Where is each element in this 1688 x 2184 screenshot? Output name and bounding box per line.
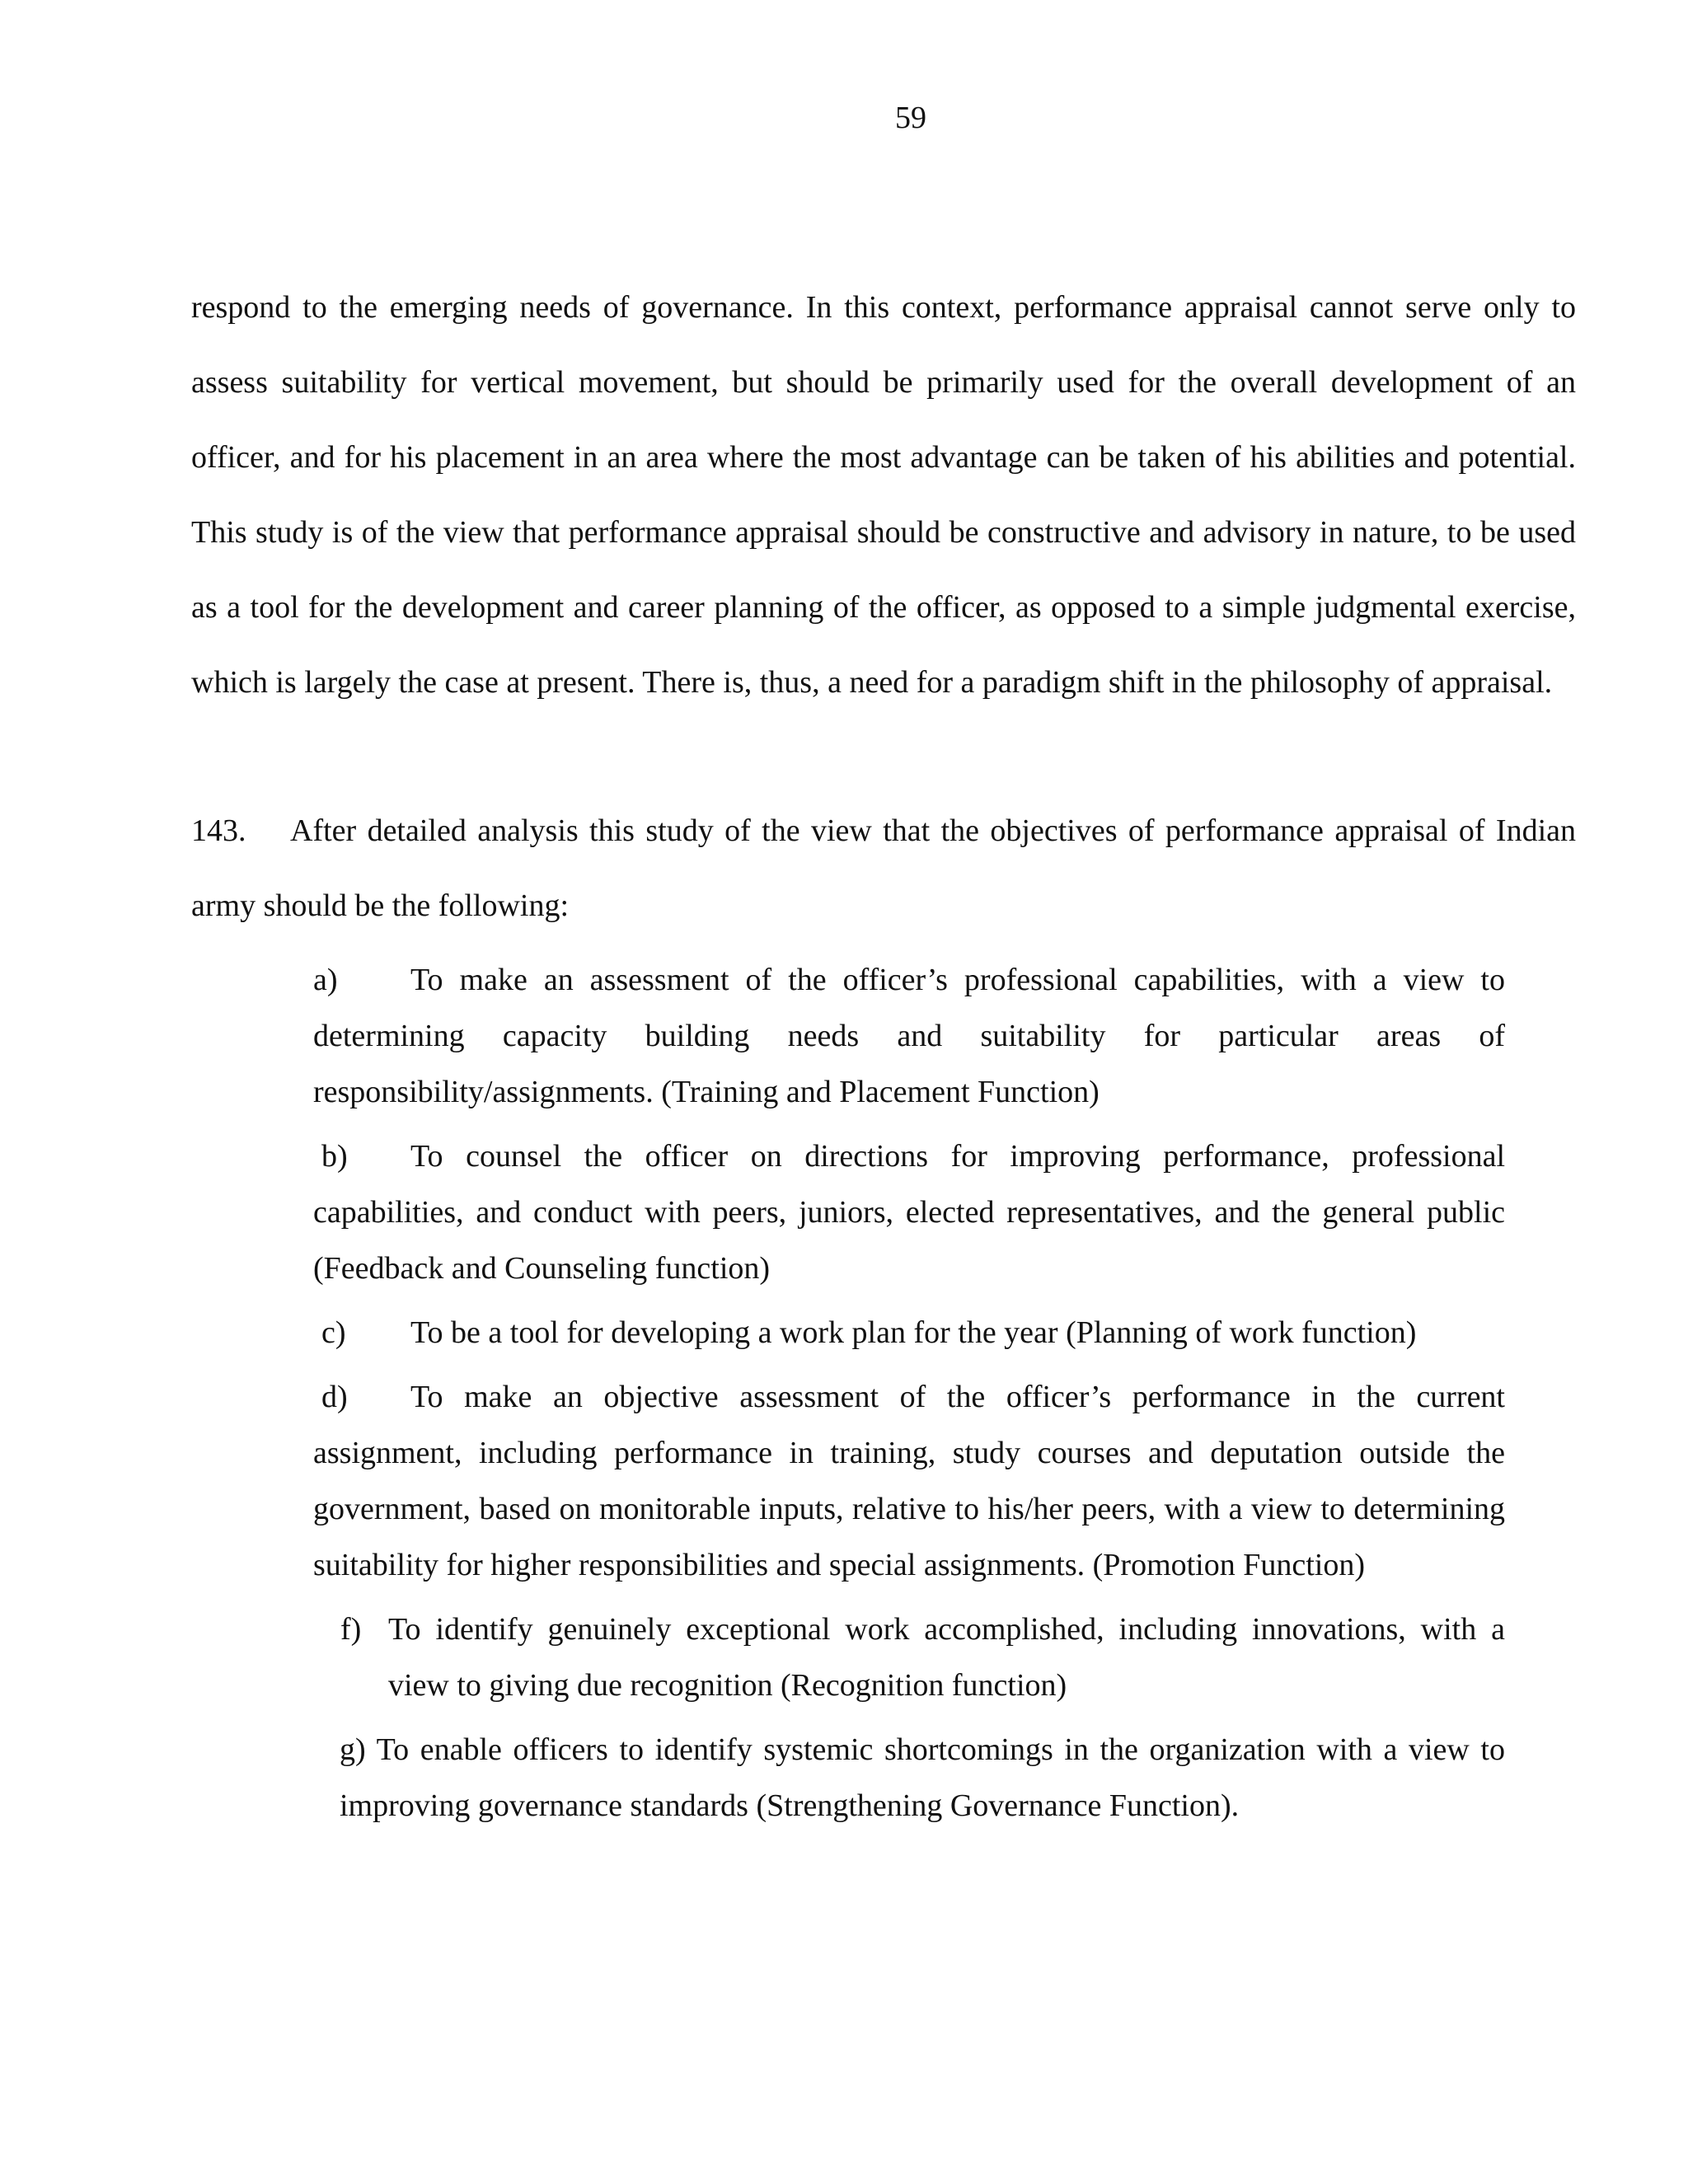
list-item-a: [313, 952, 1505, 1120]
list-item-text: To enable officers to identify systemic shortcomings in the organization with a view to improving governance standards (Strengthening Governance Function).: [340, 1732, 1505, 1823]
objectives-list: [313, 952, 1505, 1842]
list-item-d: [313, 1369, 1505, 1593]
page-number: 59: [895, 101, 926, 135]
list-marker: c): [321, 1315, 346, 1350]
list-item-text: To be a tool for developing a work plan for the year (Planning of work function): [410, 1315, 1417, 1350]
list-item-text: To counsel the officer on directions for improving performance, professional capabilities, and conduct with peers, juniors, elected representatives, and the general public (Feedback and Counseling function): [313, 1139, 1505, 1286]
list-item-text: To make an assessment of the officer’s professional capabilities, with a view to determining capacity building needs and suitability for particular areas of responsibility/assignments. (Training and Placement Function): [313, 963, 1505, 1109]
paragraph-143: [191, 794, 1576, 944]
list-item-g: [313, 1722, 1505, 1834]
list-marker: a): [313, 963, 338, 997]
list-marker: g): [340, 1732, 366, 1767]
list-marker: f): [340, 1612, 362, 1647]
list-item-c: [313, 1305, 1505, 1361]
paragraph-number: 143.: [191, 813, 246, 848]
list-item-text: To make an objective assessment of the officer’s performance in the current assignment, including performance in training, study courses and deputation outside the government, based on monitorable inputs, relative to his/her peers, with a view to determining suitability for higher responsibilities and special assignments. (Promotion Function): [313, 1380, 1505, 1582]
paragraph-143-text: After detailed analysis this study of the view that the objectives of performance appraisal of Indian army should be the following:: [191, 813, 1576, 923]
list-item-b: [313, 1128, 1505, 1296]
list-marker: d): [321, 1380, 348, 1414]
list-item-text: To identify genuinely exceptional work accomplished, including innovations, with a view to giving due recognition (Recognition function): [388, 1612, 1505, 1703]
list-marker: b): [321, 1139, 348, 1174]
list-item-f: [313, 1601, 1505, 1713]
intro-paragraph: respond to the emerging needs of governance. In this context, performance appraisal cannot serve only to assess suitability for vertical movement, but should be primarily used for the overall development of an officer, and for his placement in an area where the most advantage can be taken of his abilities and potential. This study is of the view that performance appraisal should be constructive and advisory in nature, to be used as a tool for the development and career planning of the officer, as opposed to a simple judgmental exercise, which is largely the case at present. There is, thus, a need for a paradigm shift in the philosophy of appraisal.: [191, 290, 1576, 700]
